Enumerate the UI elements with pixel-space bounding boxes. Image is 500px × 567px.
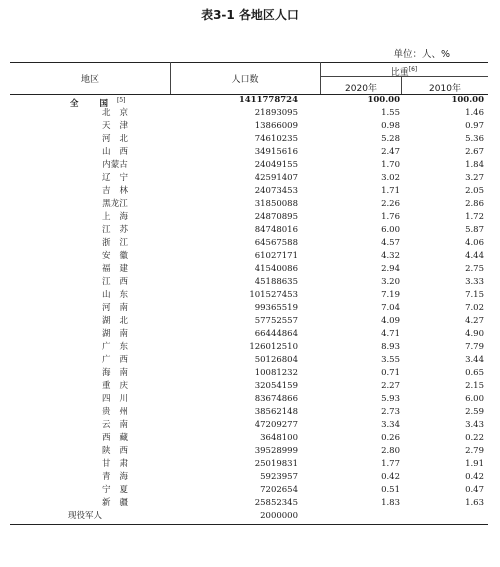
row-2020: 5.93 — [381, 394, 400, 404]
table-row — [10, 198, 488, 211]
row-population: 31850088 — [254, 199, 298, 209]
header-population: 人口数 — [231, 75, 259, 85]
row-name: 全 国[5] — [70, 97, 126, 109]
table-row — [10, 120, 488, 133]
row-name: 贵州 — [101, 407, 137, 417]
row-2020: 6.00 — [381, 225, 400, 235]
row-name: 安徽 — [101, 251, 137, 261]
row-2010: 4.90 — [465, 329, 484, 339]
row-2010: 1.84 — [465, 160, 484, 170]
row-name: 河南 — [101, 303, 137, 313]
row-2020: 3.55 — [381, 355, 400, 365]
row-name: 湖北 — [101, 316, 137, 326]
header-region: 地区 — [80, 75, 99, 85]
row-population: 21893095 — [254, 108, 298, 118]
table-row — [10, 107, 488, 120]
table-row — [10, 328, 488, 341]
row-population: 2000000 — [260, 511, 298, 521]
row-population: 25852345 — [254, 498, 298, 508]
row-2020: 4.71 — [381, 329, 400, 339]
row-2020: 3.02 — [381, 173, 400, 183]
row-2010: 100.00 — [451, 95, 484, 105]
row-2020: 0.51 — [381, 485, 400, 495]
row-2020: 0.26 — [381, 433, 400, 443]
row-2020: 5.28 — [381, 134, 400, 144]
row-2010: 1.72 — [465, 212, 484, 222]
row-name: 海南 — [101, 368, 137, 378]
row-2010: 5.36 — [465, 134, 484, 144]
table-row — [10, 380, 488, 393]
row-2020: 2.27 — [381, 381, 400, 391]
table-row — [10, 185, 488, 198]
row-name: 江西 — [101, 277, 137, 287]
row-population: 84748016 — [254, 225, 298, 235]
table-row — [10, 146, 488, 159]
row-name: 江苏 — [101, 225, 137, 235]
row-population: 13866009 — [254, 121, 298, 131]
row-population: 126012510 — [249, 342, 298, 352]
unit-label: 单位：人、% — [393, 49, 450, 60]
row-population: 66444864 — [254, 329, 298, 339]
row-2020: 4.32 — [381, 251, 400, 261]
table-row — [10, 159, 488, 172]
row-2010: 2.59 — [465, 407, 484, 417]
row-name: 青海 — [101, 472, 137, 482]
table-title: 表3-1 各地区人口 — [201, 8, 299, 22]
row-2010: 2.05 — [465, 186, 484, 196]
row-2020: 3.20 — [381, 277, 400, 287]
row-population: 41540086 — [254, 264, 298, 274]
row-name: 浙江 — [101, 238, 137, 248]
table-row — [10, 224, 488, 237]
row-name: 山东 — [101, 290, 137, 300]
row-population: 10081232 — [254, 368, 298, 378]
row-name: 北京 — [101, 108, 137, 118]
row-2010: 2.15 — [465, 381, 484, 391]
header-2020: 2020年 — [345, 84, 377, 94]
row-2010: 0.42 — [465, 472, 484, 482]
row-population: 83674866 — [254, 394, 298, 404]
row-2020: 2.80 — [381, 446, 400, 456]
row-2020: 7.04 — [381, 303, 400, 313]
header-ratio: 比重[6] — [390, 66, 418, 78]
bottom-rule — [10, 524, 488, 525]
header-2010: 2010年 — [429, 84, 461, 94]
table-row — [10, 341, 488, 354]
row-2010: 0.22 — [465, 433, 484, 443]
row-population: 1411778724 — [238, 95, 298, 105]
table-row — [10, 484, 488, 497]
row-2020: 8.93 — [381, 342, 400, 352]
row-population: 61027171 — [254, 251, 298, 261]
row-2020: 0.98 — [381, 121, 400, 131]
table-row — [10, 445, 488, 458]
table-row — [10, 315, 488, 328]
row-2010: 7.02 — [465, 303, 484, 313]
row-name: 上海 — [101, 212, 137, 222]
table-row — [10, 432, 488, 445]
row-name: 甘肃 — [101, 459, 137, 469]
row-name: 湖南 — [101, 329, 137, 339]
row-2020: 2.73 — [381, 407, 400, 417]
row-population: 32054159 — [254, 381, 298, 391]
row-2010: 4.27 — [465, 316, 484, 326]
table-row — [10, 172, 488, 185]
row-population: 39528999 — [254, 446, 298, 456]
table-row — [10, 302, 488, 315]
row-name: 黑龙江 — [102, 199, 128, 209]
row-name: 天津 — [101, 121, 137, 131]
table-row — [10, 419, 488, 432]
row-name: 内蒙古 — [102, 160, 128, 170]
row-2010: 3.44 — [465, 355, 484, 365]
table-row — [10, 510, 488, 523]
table-row — [10, 250, 488, 263]
row-2010: 1.63 — [465, 498, 484, 508]
row-name: 山西 — [101, 147, 137, 157]
row-population: 45188635 — [254, 277, 298, 287]
row-2020: 0.42 — [381, 472, 400, 482]
row-2010: 3.33 — [465, 277, 484, 287]
row-2010: 2.67 — [465, 147, 484, 157]
row-population: 3648100 — [260, 433, 298, 443]
row-2010: 1.91 — [465, 459, 484, 469]
row-population: 50126804 — [254, 355, 298, 365]
row-2010: 0.47 — [465, 485, 484, 495]
table-row-total — [10, 94, 488, 107]
row-name: 广西 — [101, 355, 137, 365]
row-2020: 3.34 — [381, 420, 400, 430]
row-2010: 7.15 — [465, 290, 484, 300]
table-row — [10, 289, 488, 302]
row-population: 34915616 — [254, 147, 298, 157]
table-row — [10, 211, 488, 224]
row-2020: 1.55 — [381, 108, 400, 118]
table-row — [10, 497, 488, 510]
table-row — [10, 263, 488, 276]
row-population: 99365519 — [254, 303, 298, 313]
row-population: 24870895 — [254, 212, 298, 222]
row-population: 64567588 — [254, 238, 298, 248]
row-population: 7202654 — [260, 485, 298, 495]
row-name: 四川 — [101, 394, 137, 404]
row-population: 24073453 — [254, 186, 298, 196]
row-name: 宁夏 — [101, 485, 137, 495]
row-name: 陕西 — [101, 446, 137, 456]
row-2020: 100.00 — [367, 95, 400, 105]
table-row — [10, 458, 488, 471]
row-population: 47209277 — [254, 420, 298, 430]
row-2020: 1.76 — [381, 212, 400, 222]
row-2020: 2.47 — [381, 147, 400, 157]
row-name: 福建 — [101, 264, 137, 274]
row-2010: 4.44 — [465, 251, 484, 261]
row-population: 42591407 — [254, 173, 298, 183]
row-population: 24049155 — [254, 160, 298, 170]
row-2020: 2.26 — [381, 199, 400, 209]
row-name: 河北 — [101, 134, 137, 144]
row-2010: 7.79 — [465, 342, 484, 352]
row-population: 5923957 — [260, 472, 298, 482]
row-2020: 1.77 — [381, 459, 400, 469]
table-row — [10, 276, 488, 289]
row-population: 74610235 — [254, 134, 298, 144]
row-population: 38562148 — [254, 407, 298, 417]
row-name: 重庆 — [101, 381, 137, 391]
row-2020: 4.09 — [381, 316, 400, 326]
table-row — [10, 237, 488, 250]
row-2020: 1.71 — [381, 186, 400, 196]
row-2020: 4.57 — [381, 238, 400, 248]
row-2020: 7.19 — [381, 290, 400, 300]
row-population: 25019831 — [254, 459, 298, 469]
row-name: 西藏 — [101, 433, 137, 443]
row-name: 吉林 — [101, 186, 137, 196]
row-2010: 5.87 — [465, 225, 484, 235]
table-row — [10, 393, 488, 406]
row-2010: 2.75 — [465, 264, 484, 274]
row-2010: 1.46 — [465, 108, 484, 118]
row-2020: 0.71 — [381, 368, 400, 378]
row-2010: 2.79 — [465, 446, 484, 456]
table-row — [10, 367, 488, 380]
row-name: 新疆 — [101, 498, 137, 508]
row-2020: 2.94 — [381, 264, 400, 274]
row-name: 云南 — [101, 420, 137, 430]
row-name: 辽宁 — [101, 173, 137, 183]
row-population: 101527453 — [249, 290, 298, 300]
row-2020: 1.70 — [381, 160, 400, 170]
row-2010: 3.27 — [465, 173, 484, 183]
table-row — [10, 471, 488, 484]
row-name: 现役军人 — [68, 511, 103, 521]
table-body — [10, 94, 488, 523]
row-2010: 3.43 — [465, 420, 484, 430]
table-row — [10, 354, 488, 367]
row-container — [10, 107, 488, 523]
row-2010: 0.65 — [465, 368, 484, 378]
row-2010: 2.86 — [465, 199, 484, 209]
row-2010: 4.06 — [465, 238, 484, 248]
table-row — [10, 406, 488, 419]
row-2010: 0.97 — [465, 121, 484, 131]
row-name: 广东 — [101, 342, 137, 352]
row-2010: 6.00 — [465, 394, 484, 404]
row-2020: 1.83 — [381, 498, 400, 508]
top-rule — [10, 62, 488, 63]
row-population: 57752557 — [254, 316, 298, 326]
table-row — [10, 133, 488, 146]
